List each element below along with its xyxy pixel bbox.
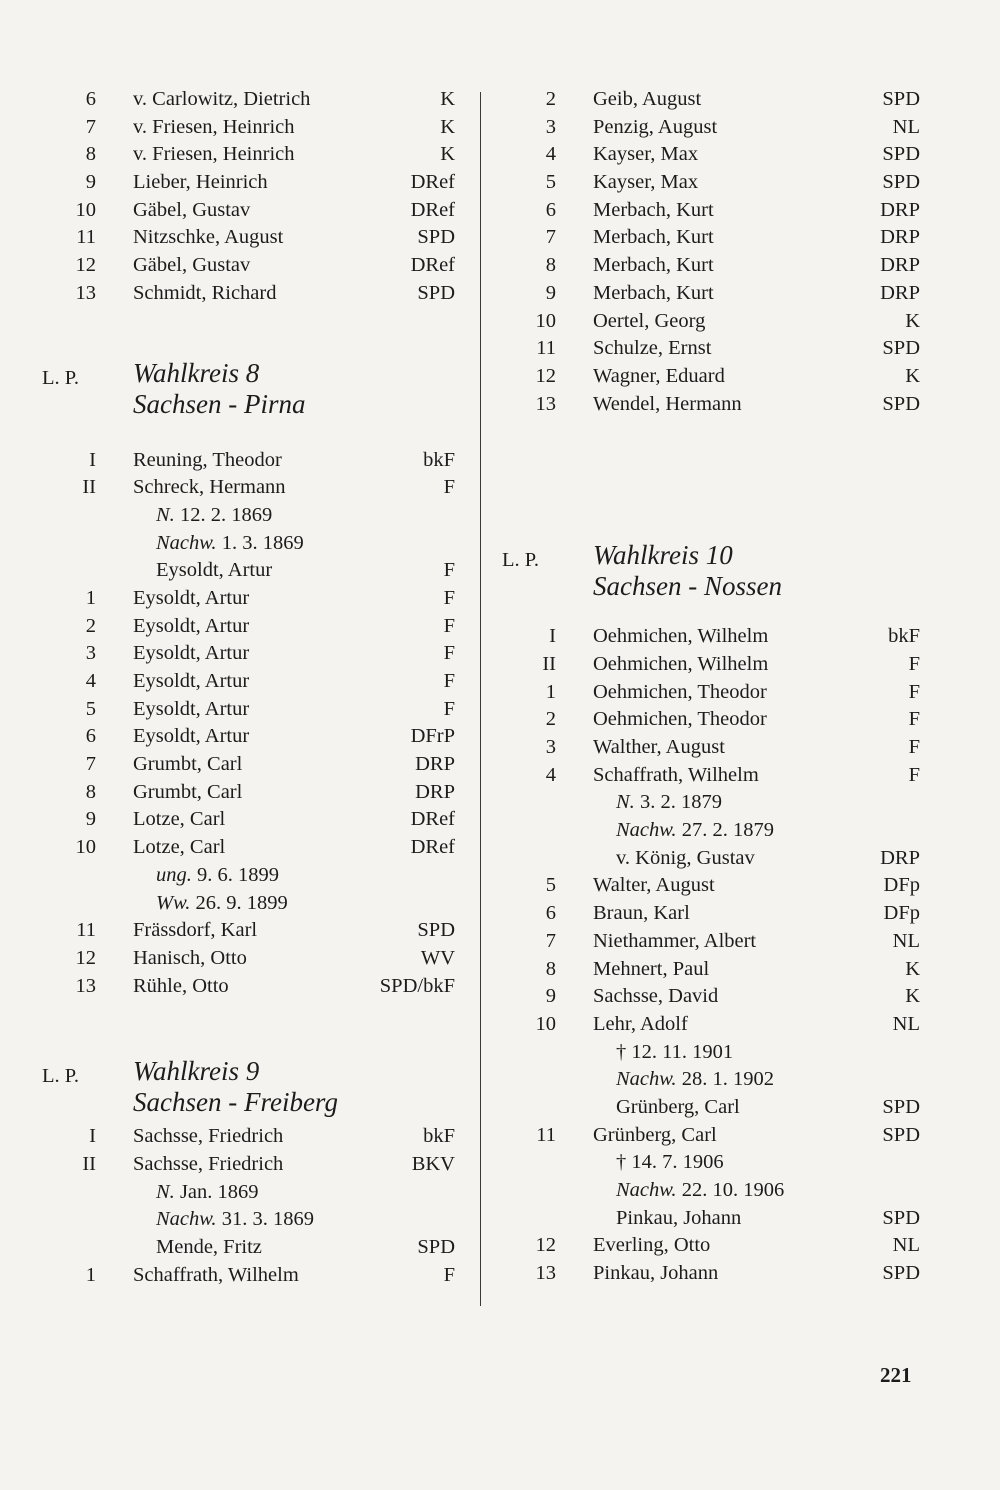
note-label: Nachw. [616, 1179, 677, 1201]
successor-row [500, 845, 920, 873]
party-label: DRP [880, 254, 920, 277]
successor-row [500, 1094, 920, 1122]
table-row [500, 169, 920, 197]
party-label: BKV [411, 1152, 455, 1175]
member-name: Penzig, August [593, 115, 718, 138]
period-number: 7 [85, 115, 96, 138]
party-label: bkF [423, 1125, 455, 1148]
note-date: 26. 9. 1899 [195, 891, 288, 914]
period-number: 5 [545, 171, 556, 194]
party-label: F [443, 670, 455, 692]
period-number: 4 [545, 143, 556, 166]
party-label: K [905, 364, 920, 387]
table-row [500, 335, 920, 363]
party-label: DRef [410, 808, 455, 831]
left-column [40, 86, 455, 1289]
member-name: v. Carlowitz, Dietrich [133, 88, 311, 110]
member-name: Oertel, Georg [593, 309, 706, 332]
note [616, 1039, 733, 1067]
member-name: Lehr, Adolf [593, 1012, 688, 1035]
party-label: F [443, 476, 455, 499]
party-label: SPD [882, 1206, 920, 1229]
note-row [40, 1179, 455, 1207]
note [156, 530, 304, 558]
member-name: Reuning, Theodor [133, 448, 282, 471]
member-name: Schulze, Ernst [593, 337, 712, 360]
table-row [40, 806, 455, 834]
section-subtitle: Sachsen - Nossen [593, 571, 782, 602]
note-row [40, 862, 455, 890]
note [156, 1179, 259, 1207]
note-label: N. [156, 1180, 175, 1203]
period-number: 9 [545, 985, 556, 1008]
member-name: Gäbel, Gustav [133, 254, 251, 277]
period-number: II [82, 1152, 96, 1175]
table-row [40, 86, 455, 114]
member-name: Sachsse, Friedrich [133, 1152, 284, 1175]
list-top-right [500, 86, 920, 418]
member-name: Grünberg, Carl [616, 1095, 740, 1118]
table-row [40, 696, 455, 724]
member-name: Mehnert, Paul [593, 957, 710, 980]
period-number: 8 [85, 143, 96, 166]
member-name: Walther, August [593, 736, 725, 758]
party-label: SPD [882, 1123, 920, 1146]
period-number: 4 [85, 670, 96, 692]
member-name: Eysoldt, Artur [133, 725, 250, 748]
period-number: 3 [85, 642, 96, 665]
member-name: Braun, Karl [593, 902, 690, 925]
note-row [40, 502, 455, 530]
note [156, 502, 272, 530]
table-row [500, 956, 920, 984]
note-row [40, 1206, 455, 1234]
party-label: DRP [880, 226, 920, 249]
table-row [500, 86, 920, 114]
period-number: 11 [536, 337, 556, 360]
period-number: 12 [535, 1234, 556, 1257]
table-row [40, 834, 455, 862]
member-name: Kayser, Max [593, 171, 699, 194]
table-row [500, 983, 920, 1011]
party-label: SPD [417, 919, 455, 942]
party-label: DFp [883, 902, 920, 925]
table-row [40, 1151, 455, 1179]
party-label: DFrP [410, 725, 455, 748]
period-number: 13 [75, 281, 96, 304]
note-date: 9. 6. 1899 [197, 863, 279, 886]
party-label: K [905, 985, 920, 1008]
note-date: 14. 7. 1906 [631, 1151, 724, 1174]
member-name: Eysoldt, Artur [133, 697, 250, 720]
note-row [500, 1177, 920, 1205]
period-number: 10 [535, 1012, 556, 1035]
party-label: F [443, 697, 455, 720]
party-label: DRP [880, 846, 920, 869]
party-label: DRP [415, 753, 455, 776]
party-label: NL [892, 115, 920, 138]
table-row [500, 1122, 920, 1150]
period-number: 6 [545, 198, 556, 221]
party-label: DRef [410, 836, 455, 859]
note-date: 27. 2. 1879 [681, 819, 774, 842]
member-name: Oehmichen, Wilhelm [593, 652, 769, 675]
party-label: SPD [882, 1095, 920, 1118]
party-label: K [440, 115, 455, 138]
note-date: Jan. 1869 [179, 1180, 259, 1203]
note-label: † [616, 1151, 627, 1174]
party-label: SPD/bkF [379, 974, 455, 997]
member-name: Lotze, Carl [133, 808, 226, 831]
period-number: I [549, 625, 556, 648]
period-number: 2 [85, 614, 96, 637]
note-date: 3. 2. 1879 [639, 791, 722, 814]
party-label: F [443, 559, 455, 582]
note-label: Nachw. [156, 531, 217, 554]
note-row [500, 1039, 920, 1067]
period-number: 6 [85, 88, 96, 110]
party-label: F [908, 680, 920, 703]
party-label: DRP [415, 780, 455, 803]
party-label: SPD [882, 143, 920, 166]
period-number: 13 [75, 974, 96, 997]
member-name: Eysoldt, Artur [133, 586, 250, 609]
successor-row [500, 1205, 920, 1233]
table-row [500, 623, 920, 651]
member-name: Sachsse, Friedrich [133, 1125, 284, 1148]
period-number: I [89, 448, 96, 471]
note-row [500, 817, 920, 845]
party-label: DFp [883, 874, 920, 897]
table-row [500, 1232, 920, 1260]
period-number: 10 [75, 836, 96, 859]
member-name: Merbach, Kurt [593, 281, 714, 304]
member-name: Wagner, Eduard [593, 364, 725, 387]
member-name: Geib, August [593, 88, 702, 110]
table-row [40, 779, 455, 807]
note-row [500, 1149, 920, 1177]
table-row [500, 308, 920, 336]
table-row [500, 900, 920, 928]
party-label: NL [892, 929, 920, 952]
party-label: SPD [417, 281, 455, 304]
note-label: Nachw. [616, 1068, 677, 1091]
legislative-period-label: L. P. [42, 1065, 80, 1088]
table-row [40, 252, 455, 280]
party-label: F [443, 614, 455, 637]
period-number: 3 [545, 115, 556, 138]
party-label: WV [420, 946, 455, 969]
section-title: Wahlkreis 8 [133, 357, 260, 388]
note [156, 890, 288, 918]
member-name: Niethammer, Albert [593, 929, 757, 952]
period-number: 5 [545, 874, 556, 897]
party-label: bkF [888, 625, 920, 648]
table-row [500, 224, 920, 252]
section-subtitle: Sachsen - Pirna [133, 388, 306, 419]
table-row [40, 668, 455, 696]
table-row [500, 928, 920, 956]
table-row [500, 762, 920, 790]
period-number: 8 [545, 254, 556, 277]
member-name: Merbach, Kurt [593, 226, 714, 249]
party-label: SPD [882, 1262, 920, 1285]
member-name: Wendel, Hermann [593, 392, 742, 415]
table-row [40, 1262, 455, 1290]
table-row [500, 141, 920, 169]
period-number: 11 [536, 1123, 556, 1146]
period-number: II [82, 476, 96, 499]
party-label: SPD [417, 226, 455, 249]
period-number: 10 [75, 198, 96, 221]
party-label: F [908, 736, 920, 758]
note-label: † [616, 1040, 627, 1063]
period-number: 11 [76, 226, 96, 249]
member-name: Grünberg, Carl [593, 1123, 717, 1146]
note-label: Ww. [156, 891, 191, 914]
party-label: F [908, 652, 920, 675]
section-title: Wahlkreis 9 [133, 1056, 260, 1087]
period-number: 9 [85, 171, 96, 194]
note-row [500, 789, 920, 817]
note-row [500, 1066, 920, 1094]
successor-row [40, 557, 455, 585]
note-label: Nachw. [156, 1208, 217, 1231]
table-row [40, 917, 455, 945]
list-wahlkreis-10 [500, 623, 920, 1288]
party-label: DRef [410, 254, 455, 277]
member-name: Rühle, Otto [133, 974, 229, 997]
party-label: DRef [410, 198, 455, 221]
table-row [500, 252, 920, 280]
table-row [500, 734, 920, 762]
table-row [500, 114, 920, 142]
period-number: 6 [545, 902, 556, 925]
party-label: K [905, 309, 920, 332]
note [616, 1177, 784, 1205]
member-name: Kayser, Max [593, 143, 699, 166]
table-row [40, 945, 455, 973]
member-name: Oehmichen, Theodor [593, 708, 767, 731]
period-number: 12 [535, 364, 556, 387]
right-column [500, 86, 920, 1288]
party-label: NL [892, 1234, 920, 1257]
period-number: 9 [85, 808, 96, 831]
party-label: NL [892, 1012, 920, 1035]
period-number: 1 [85, 586, 96, 609]
table-row [500, 872, 920, 900]
member-name: Sachsse, David [593, 985, 719, 1008]
section-subtitle: Sachsen - Freiberg [133, 1087, 338, 1118]
table-row [40, 114, 455, 142]
period-number: 13 [535, 392, 556, 415]
table-row [40, 585, 455, 613]
note-date: 1. 3. 1869 [221, 531, 304, 554]
member-name: Eysoldt, Artur [133, 642, 250, 665]
member-name: Mende, Fritz [156, 1236, 262, 1258]
member-name: Eysoldt, Artur [133, 614, 250, 637]
member-name: Lotze, Carl [133, 836, 226, 859]
note [156, 862, 279, 890]
party-label: SPD [882, 392, 920, 415]
note-date: 22. 10. 1906 [681, 1179, 785, 1201]
period-number: II [542, 652, 556, 675]
note-label: ung. [156, 863, 192, 886]
period-number: 12 [75, 254, 96, 277]
party-label: K [440, 143, 455, 166]
table-row [40, 640, 455, 668]
successor-row [40, 1234, 455, 1262]
table-row [40, 474, 455, 502]
party-label: F [908, 708, 920, 731]
table-row [500, 1260, 920, 1288]
period-number: 9 [545, 281, 556, 304]
member-name: v. Friesen, Heinrich [133, 115, 295, 138]
member-name: Hanisch, Otto [133, 946, 247, 969]
section-heading-wahlkreis-8 [40, 357, 455, 425]
party-label: bkF [423, 448, 455, 471]
member-name: Eysoldt, Artur [133, 670, 250, 692]
party-label: F [443, 586, 455, 609]
list-wahlkreis-8 [40, 447, 455, 1001]
party-label: F [443, 1263, 455, 1286]
note [156, 1206, 314, 1234]
period-number: 13 [535, 1262, 556, 1285]
member-name: Schaffrath, Wilhelm [593, 763, 759, 786]
legislative-period-label: L. P. [42, 366, 80, 389]
table-row [40, 751, 455, 779]
party-label: SPD [882, 171, 920, 194]
table-row [40, 723, 455, 751]
table-row [40, 280, 455, 308]
member-name: Lieber, Heinrich [133, 171, 268, 194]
note-date: 12. 11. 1901 [631, 1040, 734, 1063]
note [616, 817, 774, 845]
member-name: Oehmichen, Theodor [593, 680, 767, 703]
note-date: 31. 3. 1869 [221, 1208, 314, 1231]
column-divider [480, 92, 481, 1306]
period-number: 3 [545, 736, 556, 758]
table-row [500, 391, 920, 419]
note-date: 12. 2. 1869 [179, 503, 273, 526]
table-row [40, 197, 455, 225]
party-label: DRP [880, 198, 920, 221]
party-label: K [440, 88, 455, 110]
period-number: 8 [85, 780, 96, 803]
table-row [40, 224, 455, 252]
member-name: Schreck, Hermann [133, 476, 286, 499]
table-row [500, 1011, 920, 1039]
note-label: N. [156, 503, 175, 526]
list-wahlkreis-9 [40, 1123, 455, 1289]
member-name: Schaffrath, Wilhelm [133, 1263, 299, 1286]
period-number: 8 [545, 957, 556, 980]
member-name: Merbach, Kurt [593, 198, 714, 221]
party-label: DRef [410, 171, 455, 194]
period-number: 7 [85, 753, 96, 776]
party-label: SPD [417, 1236, 455, 1258]
period-number: 4 [545, 763, 556, 786]
note [616, 1066, 774, 1094]
table-row [40, 1123, 455, 1151]
member-name: Everling, Otto [593, 1234, 711, 1257]
member-name: Nitzschke, August [133, 226, 284, 249]
table-row [40, 141, 455, 169]
list-top-left [40, 86, 455, 308]
member-name: Merbach, Kurt [593, 254, 714, 277]
member-name: Schmidt, Richard [133, 281, 277, 304]
page-number: 221 [880, 1363, 912, 1387]
table-row [40, 447, 455, 475]
table-row [40, 613, 455, 641]
table-row [500, 706, 920, 734]
member-name: Pinkau, Johann [616, 1206, 742, 1229]
table-row [500, 679, 920, 707]
period-number: 7 [545, 929, 556, 952]
note [616, 789, 722, 817]
note-label: N. [616, 791, 635, 814]
period-number: 11 [76, 919, 96, 942]
member-name: Oehmichen, Wilhelm [593, 625, 769, 648]
member-name: Grumbt, Carl [133, 780, 243, 803]
member-name: Frässdorf, Karl [133, 919, 258, 942]
note-row [40, 530, 455, 558]
party-label: F [908, 763, 920, 786]
party-label: K [905, 957, 920, 980]
period-number: 10 [535, 309, 556, 332]
period-number: I [89, 1125, 96, 1148]
section-heading-wahlkreis-10 [500, 540, 920, 607]
member-name: Gäbel, Gustav [133, 198, 251, 221]
member-name: Pinkau, Johann [593, 1262, 719, 1285]
period-number: 1 [545, 680, 556, 703]
table-row [500, 197, 920, 225]
section-heading-wahlkreis-9 [40, 1056, 455, 1123]
section-title: Wahlkreis 10 [593, 540, 733, 571]
note-label: Nachw. [616, 819, 677, 842]
table-row [500, 363, 920, 391]
table-row [500, 280, 920, 308]
member-name: v. König, Gustav [616, 846, 755, 869]
note-date: 28. 1. 1902 [681, 1068, 774, 1091]
period-number: 6 [85, 725, 96, 748]
period-number: 2 [545, 88, 556, 110]
period-number: 7 [545, 226, 556, 249]
legislative-period-label: L. P. [502, 549, 540, 572]
period-number: 1 [85, 1263, 96, 1286]
table-row [500, 651, 920, 679]
note-row [40, 890, 455, 918]
party-label: SPD [882, 337, 920, 360]
party-label: F [443, 642, 455, 665]
period-number: 5 [85, 697, 96, 720]
member-name: Grumbt, Carl [133, 753, 243, 776]
period-number: 2 [545, 708, 556, 731]
party-label: DRP [880, 281, 920, 304]
member-name: Walter, August [593, 874, 715, 897]
note [616, 1149, 724, 1177]
member-name: Eysoldt, Artur [156, 559, 273, 582]
member-name: v. Friesen, Heinrich [133, 143, 295, 166]
period-number: 12 [75, 946, 96, 969]
table-row [40, 169, 455, 197]
table-row [40, 973, 455, 1001]
party-label: SPD [882, 88, 920, 110]
